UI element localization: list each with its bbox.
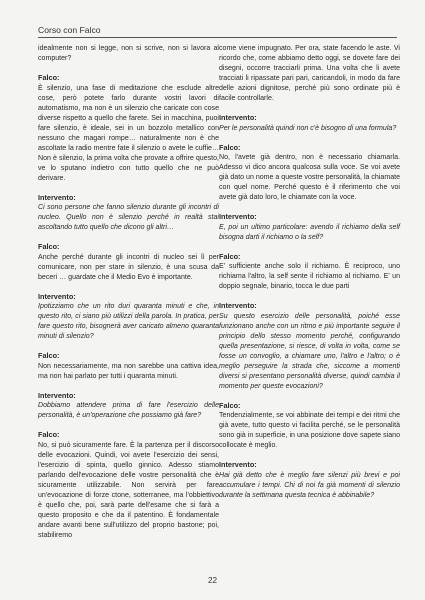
speaker-label: Intervento: (38, 390, 76, 400)
dialogue-block (219, 252, 400, 292)
speaker-label: Intervento: (219, 301, 257, 311)
speaker-text: Dobbiamo attendere prima di fare l'esercizio delle personalità, è un'operazione che possiamo già fare? (38, 402, 219, 420)
speaker-text: È silenzio, una fase di meditazione che esclude altre cose, però potete farlo durante vostri lavori di automatismo, ma non è un silenzio che caricate con cose diverse rispetto a quello che farete. Sei in macchina, puoi fare silenzio, è ideale, sei in un bozzolo metallico con nessuno che magari rompe… naturalmente non è che ascoltate la radio mentre fate il silenzio o avete le cuffie… Non è silenzio, la prima volta che provate a offrire questo, ve lo sputano indietro con tutto quello che ne può derivare. (38, 84, 219, 182)
speaker-label: Falco: (219, 142, 241, 152)
dialogue-block (38, 73, 219, 183)
dialogue-block (219, 460, 400, 500)
speaker-text: E' sufficiente anche solo il richiamo. È reciproco, uno richiama l'altro, la self sente il richiamo al richiamo. E' un doppio segnale, binario, tocca le due parti (219, 263, 400, 291)
speaker-text: Tendenzialmente, se voi abbinate dei tempi e dei ritmi che già avete, tutto questo vi facilita perché, se le personalità sono già in superficie, in una posizione dove sapete siano collocate è meglio. (219, 412, 400, 450)
speaker-label: Intervento: (38, 291, 76, 301)
speaker-label: Intervento: (219, 212, 257, 222)
speaker-text: E, poi un ultimo particolare: avendo il richiamo della self bisogna darti il richiamo o la self? (219, 223, 400, 241)
paragraph (38, 44, 219, 64)
speaker-label: Falco: (38, 351, 60, 361)
speaker-label: Falco: (38, 242, 60, 252)
dialogue-block (219, 212, 400, 242)
speaker-text: Per le personalità quindi non c'è bisogno di una formula? (219, 124, 397, 132)
continuation-text: idealmente non si legge, non si scrive, non si lavora al computer? (38, 45, 219, 62)
speaker-text: No, si può sicuramente fare. È la partenza per il discorso delle evocazioni. Quindi, voi avete l'esercizio dei sensi, l'esercizio di spinta, quello ginnico. Adesso stiamo parlando dell'evocazione delle vostre personalità che è sicuramente utilizzabile. Non servirà per fare un'evocazione di forze ctone, sotterranee, ma l'obbiettivo è quello che, poi, sarà parte dell'esame che si farà a questo proposito e che da il patentino. È fondamentale andare avanti bene sull'utilizzo del proprio bastone; poi, stabiliremo (38, 441, 219, 539)
dialogue-block (219, 401, 400, 451)
left-column (38, 44, 219, 550)
speaker-label: Intervento: (38, 192, 76, 202)
speaker-text: Ipotizziamo che un rito duri quaranta minuti e che, in questo rito, ci siano più utilizzi della parola. In pratica, per fare questo rito, bisognerà aver caricato almeno quaranta minuti di silenzio? (38, 303, 219, 341)
dialogue-block (38, 193, 219, 233)
page-number: 22 (207, 576, 218, 585)
dialogue-block (38, 242, 219, 282)
dialogue-block (219, 113, 400, 133)
dialogue-block (219, 301, 400, 391)
right-column (219, 44, 400, 510)
dialogue-block (38, 292, 219, 342)
speaker-label: Intervento: (219, 113, 257, 123)
paragraph (219, 44, 400, 104)
dialogue-block (219, 143, 400, 203)
speaker-label: Intervento: (219, 460, 257, 470)
speaker-label: Falco: (38, 73, 60, 83)
speaker-text: Anche perché durante gli incontri di nucleo sei lì per comunicare, non per stare in silenzio, è una scusa da beceri … guardate che il Medio Evo è importante. (38, 253, 219, 281)
speaker-text: Ci sono persone che fanno silenzio durante gli incontri di nucleo. Quello non è silenzio perché in realtà stai ascoltando tutto quello che dicono gli altri… (38, 204, 219, 232)
speaker-text: Non necessariamente, ma non sarebbe una cattiva idea, ma non hai parlato per tutti i quaranta minuti. (38, 362, 219, 380)
dialogue-block (38, 391, 219, 421)
dialogue-block (38, 430, 219, 540)
speaker-label: Falco: (219, 251, 241, 261)
speaker-text: Hai già detto che è meglio fare silenzi più brevi e poi accumulare i tempi. Chi di noi fa già momenti di silenzio durante la settimana questa tecnica è abbinabile? (219, 471, 400, 499)
speaker-label: Falco: (38, 430, 60, 440)
continuation-text: come viene impugnato. Per ora, state facendo le aste. Vi ricordo che, come abbiamo detto oggi, se dovete fare dei disegni, occorre tracciarli prima. Una volta che li avete tracciati li ripassate pari pari, caricandoli, in modo da fare delle azioni dignitose, perché più sono ordinate più è facile controllarle. (219, 45, 400, 102)
page-header (38, 25, 397, 38)
speaker-text: No, l'avete già dentro, non è necessario chiamarla. Adesso vi dico ancora qualcosa sulla voce. Se voi avete già dato un nome a queste vostre personalità, la chiamate con quel nome. Perché questo è il riferimento che voi avete già dato loro, le chiamate con la voce. (219, 154, 400, 202)
dialogue-block (38, 351, 219, 381)
header-title: Corso con Falco (38, 25, 101, 35)
speaker-label: Falco: (219, 400, 241, 410)
speaker-text: Su questo esercizio delle personalità, poiché esse funzionano anche con un ritmo e più importante seguire il principio dello stesso momento perché, configurando quella presentazione, si riesce, di volta in volta, come se fosse un convoglio, a chiamare uno, l'altro e l'altro; o è meglio perseguire la strada che, siccome a momenti diversi si presentano personalità diverse, quindi cambia il momento per queste evocazioni? (219, 312, 400, 390)
